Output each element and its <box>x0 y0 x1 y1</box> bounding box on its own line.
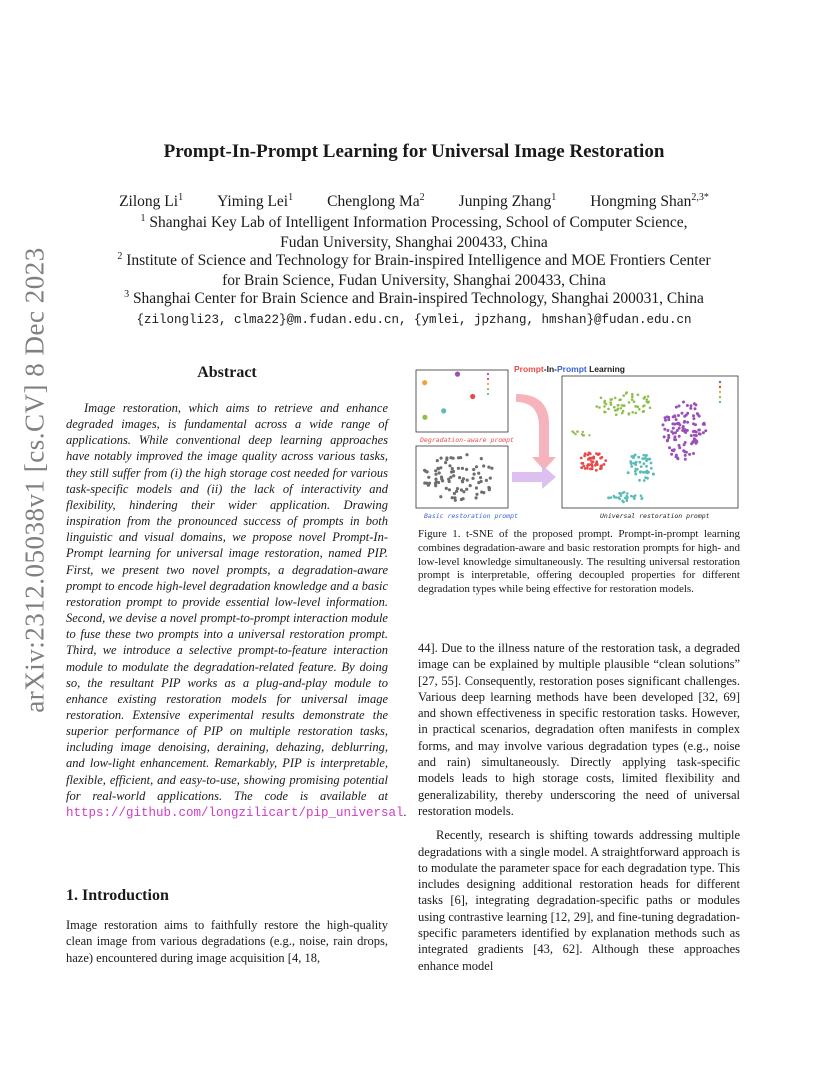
scatter-point <box>465 488 468 491</box>
abstract-heading: Abstract <box>197 364 257 381</box>
scatter-point <box>652 473 655 476</box>
scatter-point <box>638 479 641 482</box>
author-name: Zilong Li$^1$ <box>119 191 184 210</box>
fusion-arrow <box>516 394 556 470</box>
scatter-point <box>628 401 631 404</box>
scatter-point <box>584 467 587 470</box>
scatter-point <box>627 471 630 474</box>
scatter-point <box>423 482 426 485</box>
scatter-point <box>609 401 612 404</box>
scatter-point <box>643 462 646 465</box>
scatter-point <box>457 467 460 470</box>
scatter-point <box>603 401 606 404</box>
scatter-point <box>448 464 451 467</box>
scatter-point <box>634 494 637 497</box>
scatter-point <box>703 423 706 426</box>
scatter-point <box>684 458 687 461</box>
scatter-point <box>646 477 649 480</box>
scatter-point <box>485 479 488 482</box>
scatter-point <box>694 423 697 426</box>
scatter-point <box>487 486 490 489</box>
scatter-point <box>698 415 701 418</box>
scatter-point <box>719 396 721 398</box>
fig-title-prompt-2: Prompt <box>556 364 587 374</box>
scatter-point <box>666 429 669 432</box>
scatter-point <box>648 458 651 461</box>
author-name: Chenglong Ma$^2$ <box>327 191 425 210</box>
author-name: Hongming Shan$^{2,3*}$ <box>590 191 709 210</box>
scatter-point <box>643 479 646 482</box>
scatter-point <box>694 407 697 410</box>
scatter-point <box>439 495 442 498</box>
right-column-text: 44]. Due to the illness nature of the restoration task, a degraded image can be explained by multiple plausible “clean solutions” [27, 55]. Consequently, restoration poses significant challenges. Various deep learning methods have been developed [32, 69] and shown effectiveness in specific restoration tasks. However, in practical scenarios, degradation often manifests in complex forms, and may involve various degradation types (e.g., noise and rain) simultaneously. Directly applying task-specific models leads to high storage costs, limited flexibility and generalizability, thereby underscoring the need of universal restoration models. Recently, research is shifting towards addressing multiple degradations with a single model. A straightforward approach is to modulate the parameter space for each degradation type. This includes designing additional restoration heads for different tasks [6], integrating degradation-specific paths or modules using contrastive learning [12, 29], and fine-tuning degradation-specific parameters identified by explanation methods such as integrated gradients [43, 62]. Although these approaches enhance model <box>418 641 740 973</box>
scatter-point <box>607 408 610 411</box>
scatter-point <box>699 433 702 436</box>
scatter-point <box>692 417 695 420</box>
scatter-point <box>647 401 650 404</box>
scatter-point <box>683 415 686 418</box>
merge-arrow <box>512 465 556 489</box>
scatter-point <box>591 468 594 471</box>
scatter-point <box>598 406 601 409</box>
scatter-point <box>449 476 452 479</box>
scatter-point <box>683 420 686 423</box>
scatter-point <box>676 429 679 432</box>
scatter-point <box>640 497 643 500</box>
scatter-point <box>634 405 637 408</box>
scatter-point <box>595 469 598 472</box>
scatter-point <box>719 386 721 388</box>
scatter-point <box>622 394 625 397</box>
scatter-point <box>452 457 455 460</box>
scatter-point <box>437 481 440 484</box>
scatter-point <box>590 460 593 463</box>
scatter-point <box>604 459 607 462</box>
scatter-point <box>457 456 460 459</box>
scatter-point <box>470 394 475 399</box>
scatter-point <box>686 412 689 415</box>
scatter-point <box>451 467 454 470</box>
scatter-point <box>423 469 426 472</box>
scatter-point <box>489 477 492 480</box>
scatter-point <box>650 462 653 465</box>
scatter-point <box>620 407 623 410</box>
scatter-point <box>607 496 610 499</box>
intro-heading: 1. Introduction <box>66 887 169 904</box>
scatter-point <box>692 414 695 417</box>
affiliation-3: $^3$ Shanghai Center for Brain Science and Brain-inspired Technology, Shanghai 200031, China <box>124 288 704 307</box>
scatter-point <box>487 373 489 375</box>
scatter-point <box>668 446 671 449</box>
scatter-point <box>662 423 665 426</box>
scatter-point <box>692 430 695 433</box>
scatter-point <box>613 406 616 409</box>
scatter-point <box>448 480 451 483</box>
scatter-point <box>465 453 468 456</box>
scatter-point <box>487 466 490 469</box>
scatter-point <box>588 434 590 436</box>
scatter-point <box>671 422 674 425</box>
scatter-point <box>580 457 583 460</box>
scatter-point <box>619 398 622 401</box>
scatter-point <box>580 466 583 469</box>
scatter-point <box>673 414 676 417</box>
scatter-point <box>681 412 684 415</box>
scatter-point <box>441 408 446 413</box>
figure-1 <box>414 362 740 522</box>
scatter-point <box>617 404 620 407</box>
scatter-point <box>638 408 641 411</box>
scatter-point <box>462 477 465 480</box>
scatter-point <box>475 496 478 499</box>
basic-label: Basic restoration prompt <box>424 512 518 520</box>
scatter-point <box>438 471 441 474</box>
scatter-point <box>667 418 670 421</box>
scatter-point <box>590 457 593 460</box>
scatter-point <box>673 435 676 438</box>
scatter-point <box>646 472 649 475</box>
scatter-point <box>616 409 619 412</box>
scatter-point <box>618 496 621 499</box>
scatter-point <box>475 465 478 468</box>
scatter-point <box>621 412 624 415</box>
scatter-point <box>637 406 640 409</box>
scatter-point <box>649 407 652 410</box>
scatter-point <box>479 476 482 479</box>
scatter-point <box>667 436 670 439</box>
scatter-point <box>677 422 680 425</box>
scatter-point <box>697 429 700 432</box>
scatter-point <box>450 470 453 473</box>
scatter-point <box>473 473 476 476</box>
scatter-point <box>436 459 439 462</box>
scatter-point <box>675 455 678 458</box>
scatter-point <box>639 461 642 464</box>
scatter-point <box>637 456 640 459</box>
scatter-point <box>682 401 685 404</box>
scatter-point <box>455 490 458 493</box>
paper-title: Prompt-In-Prompt Learning for Universal Image Restoration <box>163 141 665 162</box>
scatter-point <box>719 381 721 383</box>
scatter-point <box>595 452 598 455</box>
scatter-point <box>639 471 642 474</box>
intro-paragraph: Image restoration aims to faithfully restore the high-quality clean image from various degradations (e.g., noise, rain drops, haze) encountered during image acquisition [4, 18, <box>66 918 388 965</box>
scatter-point <box>590 463 593 466</box>
scatter-point <box>601 456 604 459</box>
scatter-point <box>445 456 448 459</box>
scatter-point <box>603 463 606 466</box>
scatter-point <box>573 432 575 434</box>
scatter-point <box>626 498 629 501</box>
author-list <box>0 193 828 211</box>
scatter-point <box>582 431 584 433</box>
scatter-point <box>480 457 483 460</box>
scatter-point <box>621 492 624 495</box>
scatter-point <box>666 415 669 418</box>
scatter-point <box>589 452 592 455</box>
scatter-point <box>620 494 623 497</box>
scatter-point <box>670 453 673 456</box>
scatter-point <box>465 468 468 471</box>
universal-panel <box>562 376 738 508</box>
scatter-point <box>682 449 685 452</box>
scatter-point <box>637 394 640 397</box>
scatter-point <box>452 474 455 477</box>
scatter-point <box>692 452 695 455</box>
scatter-point <box>683 428 686 431</box>
scatter-point <box>664 419 667 422</box>
scatter-point <box>642 410 645 413</box>
scatter-point <box>451 496 454 499</box>
scatter-point <box>690 404 693 407</box>
scatter-point <box>684 441 687 444</box>
scatter-point <box>427 476 430 479</box>
scatter-point <box>472 468 475 471</box>
scatter-point <box>434 469 437 472</box>
scatter-point <box>634 473 637 476</box>
scatter-point <box>645 398 648 401</box>
scatter-point <box>610 496 613 499</box>
scatter-point <box>475 493 478 496</box>
scatter-point <box>678 405 681 408</box>
author-emails: {zilongli23, clma22}@m.fudan.edu.cn, {ymlei, jpzhang, hmshan}@fudan.edu.cn <box>136 313 692 327</box>
arxiv-stamp: arXiv:2312.05038v1 [cs.CV] 8 Dec 2023 <box>19 247 50 713</box>
scatter-point <box>434 478 437 481</box>
scatter-point <box>650 467 653 470</box>
scatter-point <box>613 495 616 498</box>
scatter-point <box>689 407 692 410</box>
scatter-point <box>434 473 437 476</box>
scatter-point <box>460 488 463 491</box>
scatter-point <box>440 457 443 460</box>
scatter-point <box>471 477 474 480</box>
scatter-point <box>422 380 427 385</box>
scatter-point <box>684 454 687 457</box>
scatter-point <box>672 449 675 452</box>
scatter-point <box>477 472 480 475</box>
scatter-point <box>626 492 629 495</box>
scatter-point <box>647 395 650 398</box>
scatter-point <box>461 467 464 470</box>
scatter-point <box>428 482 431 485</box>
scatter-point <box>596 405 599 408</box>
figure-caption: Figure 1. t-SNE of the proposed prompt. Prompt-in-prompt learning combines degradation-aware and basic restoration prompts for high- and low-level knowledge simultaneously. The resulting universal restoration prompt is interpretable, offering decoupled properties for different degradation types while being effective for restoration models. <box>418 528 740 596</box>
tsne-figure <box>414 362 740 522</box>
scatter-point <box>675 406 678 409</box>
scatter-point <box>645 465 648 468</box>
scatter-point <box>625 391 628 394</box>
scatter-point <box>482 491 485 494</box>
scatter-point <box>454 499 457 502</box>
scatter-point <box>615 496 618 499</box>
scatter-point <box>436 467 439 470</box>
scatter-point <box>645 458 648 461</box>
scatter-point <box>477 481 480 484</box>
scatter-point <box>674 438 677 441</box>
author-name: Junping Zhang$^1$ <box>458 191 557 210</box>
scatter-point <box>634 470 637 473</box>
scatter-point <box>462 497 465 500</box>
scatter-point <box>615 413 618 416</box>
scatter-point <box>629 460 632 463</box>
scatter-point <box>634 463 637 466</box>
scatter-point <box>475 486 478 489</box>
scatter-point <box>663 435 666 438</box>
scatter-point <box>584 452 587 455</box>
scatter-point <box>618 492 621 495</box>
scatter-point <box>577 431 579 433</box>
scatter-point <box>596 463 599 466</box>
scatter-point <box>599 467 602 470</box>
scatter-point <box>635 461 638 464</box>
scatter-point <box>603 405 606 408</box>
scatter-point <box>643 397 646 400</box>
scatter-point <box>640 494 643 497</box>
scatter-point <box>672 427 675 430</box>
scatter-point <box>631 398 634 401</box>
scatter-point <box>482 464 485 467</box>
scatter-point <box>696 412 699 415</box>
affiliation-1: $^1$ Shanghai Key Lab of Intelligent Information Processing, School of Computer Science, Fudan University, Shanghai 200433, China <box>140 212 688 251</box>
scatter-point <box>582 465 585 468</box>
scatter-point <box>690 434 693 437</box>
scatter-point <box>634 454 637 457</box>
author-name: Yiming Lei$^1$ <box>217 191 294 210</box>
universal-label: Universal restoration prompt <box>600 512 710 520</box>
scatter-point <box>719 391 721 393</box>
scatter-point <box>600 397 603 400</box>
scatter-point <box>614 397 617 400</box>
scatter-point <box>693 434 696 437</box>
scatter-point <box>455 372 460 377</box>
scatter-point <box>631 411 634 414</box>
scatter-point <box>628 412 631 415</box>
scatter-point <box>675 418 678 421</box>
scatter-point <box>702 431 705 434</box>
scatter-point <box>633 400 636 403</box>
scatter-point <box>581 462 584 465</box>
scatter-point <box>663 428 666 431</box>
scatter-point <box>640 465 643 468</box>
scatter-point <box>487 388 489 390</box>
scatter-point <box>448 488 451 491</box>
scatter-point <box>630 465 633 468</box>
scatter-point <box>631 395 634 398</box>
scatter-point <box>466 479 469 482</box>
scatter-point <box>704 429 707 432</box>
scatter-point <box>678 444 681 447</box>
scatter-point <box>444 461 447 464</box>
code-link[interactable]: https://github.com/longzilicart/pip_universal <box>66 805 404 820</box>
scatter-point <box>643 454 646 457</box>
scatter-point <box>677 414 680 417</box>
scatter-point <box>631 393 634 396</box>
scatter-point <box>487 393 489 395</box>
scatter-point <box>688 453 691 456</box>
abstract-text: Image restoration, which aims to retrieve and enhance degraded images, is fundamental across a wide range of applications. While conventional deep learning approaches have notably improved the image quality across various tasks, they still suffer from (i) the high storage cost needed for various task-specific models and (ii) the lack of interactivity and flexibility, hindering their wider application. Drawing inspiration from the pronounced success of prompts in both linguistic and visual domains, we propose novel Prompt-In-Prompt learning for universal image restoration, named PIP. First, we present two novel prompts, a degradation-aware prompt to encode high-level degradation knowledge and a basic restoration prompt to provide essential low-level information. Second, we devise a novel prompt-to-prompt interaction module to fuse these two prompts into a universal restoration prompt. Third, we introduce a selective prompt-to-feature interaction module to modulate the degradation-related feature. By doing so, the resultant PIP works as a plug-and-play module to enhance existing restoration models for universal image restoration. Extensive experimental results demonstrate the superior performance of PIP on multiple restoration tasks, including image denoising, deraining, dehazing, deblurring, and low-light enhancement. Remarkably, PIP is interpretable, flexible, efficient, and easy-to-use, showing promising potential for real-world applications. The code is available at https://github.com/longzilicart/pip_universal. <box>66 401 407 820</box>
scatter-point <box>666 439 669 442</box>
scatter-point <box>678 435 681 438</box>
scatter-point <box>719 401 721 403</box>
scatter-point <box>469 484 472 487</box>
scatter-point <box>693 402 696 405</box>
degradation-panel <box>416 370 508 432</box>
scatter-point <box>622 501 625 504</box>
scatter-point <box>604 411 607 414</box>
scatter-point <box>686 404 689 407</box>
scatter-point <box>440 478 443 481</box>
scatter-point <box>422 415 427 420</box>
scatter-point <box>487 383 489 385</box>
scatter-point <box>635 412 638 415</box>
scatter-point <box>630 495 633 498</box>
scatter-point <box>621 404 624 407</box>
scatter-point <box>490 467 493 470</box>
scatter-point <box>634 468 637 471</box>
scatter-point <box>686 421 689 424</box>
fig-title-prompt-1: Prompt <box>514 364 544 374</box>
degradation-label: Degradation-aware prompt <box>420 436 514 444</box>
scatter-point <box>632 456 635 459</box>
scatter-point <box>685 451 688 454</box>
scatter-point <box>610 398 613 401</box>
scatter-point <box>458 476 461 479</box>
scatter-point <box>695 440 698 443</box>
scatter-point <box>643 404 646 407</box>
svg-text:Prompt-In-Prompt Learning: Prompt-In-Prompt Learning <box>514 364 625 374</box>
scatter-point <box>581 433 583 435</box>
affiliation-2: $^2$ Institute of Science and Technology for Brain-inspired Intelligence and MOE Frontiers Center for Brain Science, Fudan University, Shanghai 200433, China <box>117 250 711 289</box>
scatter-point <box>445 487 448 490</box>
scatter-point <box>682 425 685 428</box>
scatter-point <box>487 378 489 380</box>
scatter-point <box>598 452 601 455</box>
scatter-point <box>672 432 675 435</box>
scatter-point <box>691 441 694 444</box>
